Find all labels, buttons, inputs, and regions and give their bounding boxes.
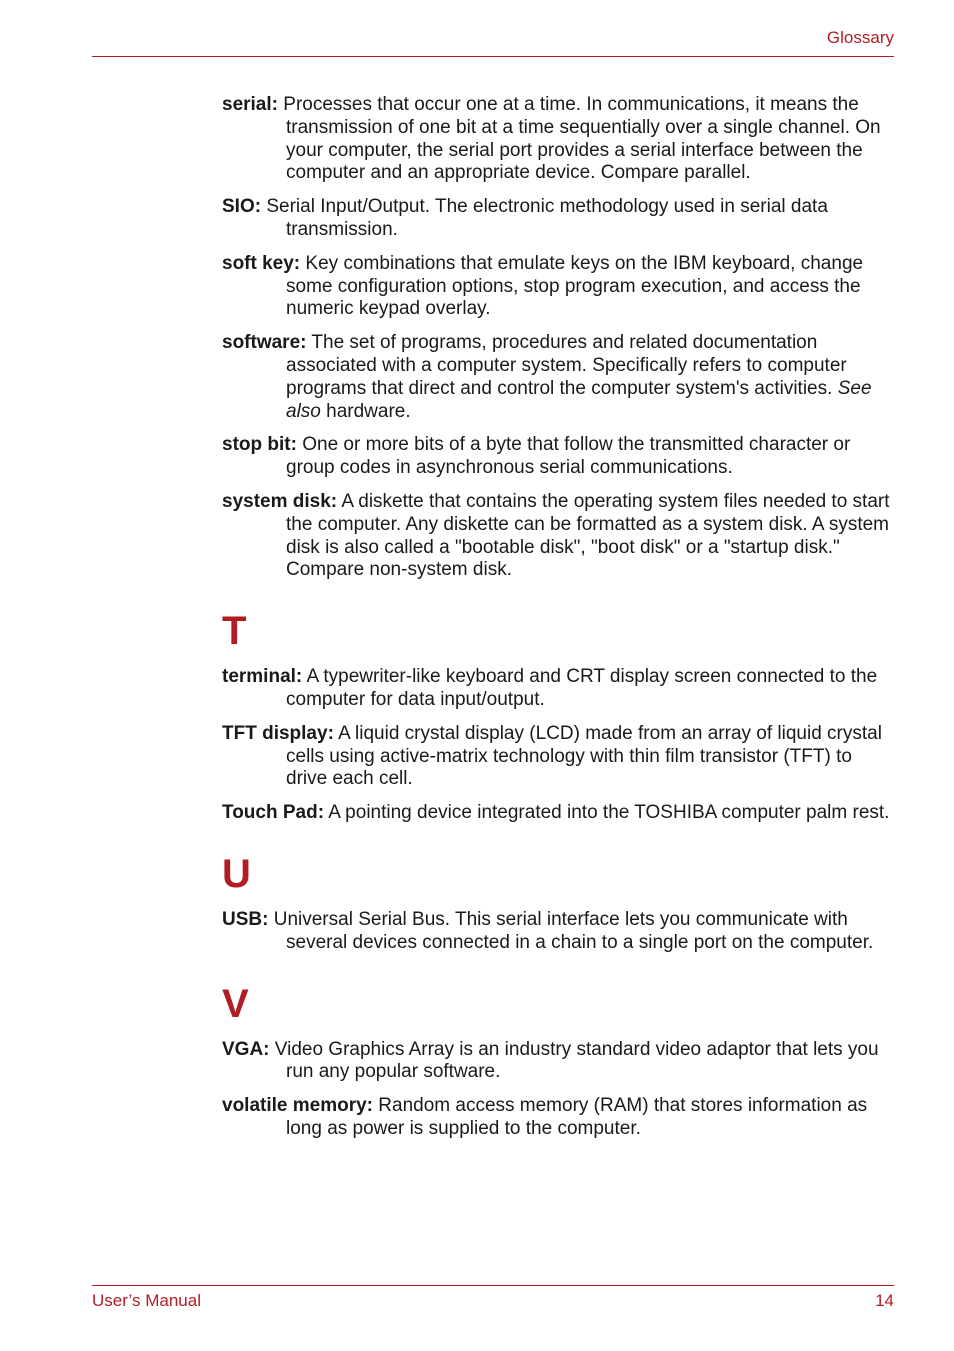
glossary-term: terminal: [222, 666, 303, 688]
glossary-entry [222, 196, 894, 242]
footer-rule [92, 1285, 894, 1286]
glossary-term: software: [222, 332, 307, 354]
glossary-entry [222, 723, 894, 791]
glossary-entry [222, 802, 894, 825]
glossary-term: soft key: [222, 252, 301, 274]
section-letter-t: T [222, 609, 247, 654]
glossary-definition: A pointing device integrated into the TOSHIBA computer palm rest. [328, 802, 890, 824]
glossary-entry [222, 94, 894, 185]
page-number: 14 [875, 1291, 894, 1310]
glossary-term: system disk: [222, 490, 338, 512]
glossary-entry [222, 666, 894, 712]
footer-manual-title: User’s Manual [92, 1291, 201, 1310]
glossary-content [222, 94, 894, 1152]
section-letter-v: V [222, 981, 249, 1026]
see-also-target: hardware. [326, 400, 411, 422]
glossary-term: serial: [222, 94, 278, 115]
glossary-term: volatile memory: [222, 1095, 373, 1117]
glossary-definition: Processes that occur one at a time. In communications, it means the transmission of one bit at a time sequentially over a single channel. On your computer, the serial port provides a serial interface between the computer and an appropriate device. Compare parallel. [283, 94, 881, 184]
glossary-term: Touch Pad: [222, 802, 325, 824]
glossary-entry [222, 1039, 894, 1085]
glossary-definition: A liquid crystal display (LCD) made from an array of liquid crystal cells using active-matrix technology with thin film transistor (TFT) to drive each cell. [286, 722, 882, 790]
glossary-definition: One or more bits of a byte that follow the transmitted character or group codes in asynchronous serial communications. [286, 434, 851, 479]
glossary-term: SIO: [222, 196, 262, 218]
glossary-definition: Key combinations that emulate keys on the IBM keyboard, change some configuration options, stop program execution, and access the numeric keypad overlay. [286, 252, 864, 320]
glossary-definition: A diskette that contains the operating system files needed to start the computer. Any diskette can be formatted as a system disk. A system disk is also called a "bootable disk", "boot disk" or a "startup disk." Compare non-system disk. [286, 490, 890, 581]
header-title: Glossary [826, 28, 894, 47]
glossary-term: USB: [222, 908, 269, 930]
glossary-definition: Serial Input/Output. The electronic methodology used in serial data transmission. [266, 196, 828, 240]
glossary-definition: The set of programs, procedures and related documentation associated with a computer system. Specifically refers to computer programs that direct and control the computer system's activities. [286, 332, 847, 399]
glossary-entry [222, 253, 894, 321]
glossary-definition: A typewriter-like keyboard and CRT display screen connected to the computer for data input/output. [286, 666, 878, 710]
glossary-term: VGA: [222, 1038, 270, 1060]
glossary-entry [222, 332, 894, 423]
glossary-term: stop bit: [222, 434, 297, 456]
glossary-definition: Random access memory (RAM) that stores information as long as power is supplied to the computer. [286, 1095, 868, 1139]
see-also-label: See also [286, 377, 872, 422]
glossary-term: TFT display: [222, 722, 334, 744]
section-letter-u: U [222, 851, 251, 896]
glossary-entry [222, 1095, 894, 1141]
glossary-entry [222, 491, 894, 582]
header-rule [92, 56, 894, 57]
glossary-definition: Universal Serial Bus. This serial interface lets you communicate with several devices connected in a chain to a single port on the computer. [273, 908, 874, 953]
glossary-entry [222, 909, 894, 955]
glossary-entry [222, 434, 894, 480]
glossary-definition: Video Graphics Array is an industry standard video adaptor that lets you run any popular software. [274, 1038, 879, 1083]
